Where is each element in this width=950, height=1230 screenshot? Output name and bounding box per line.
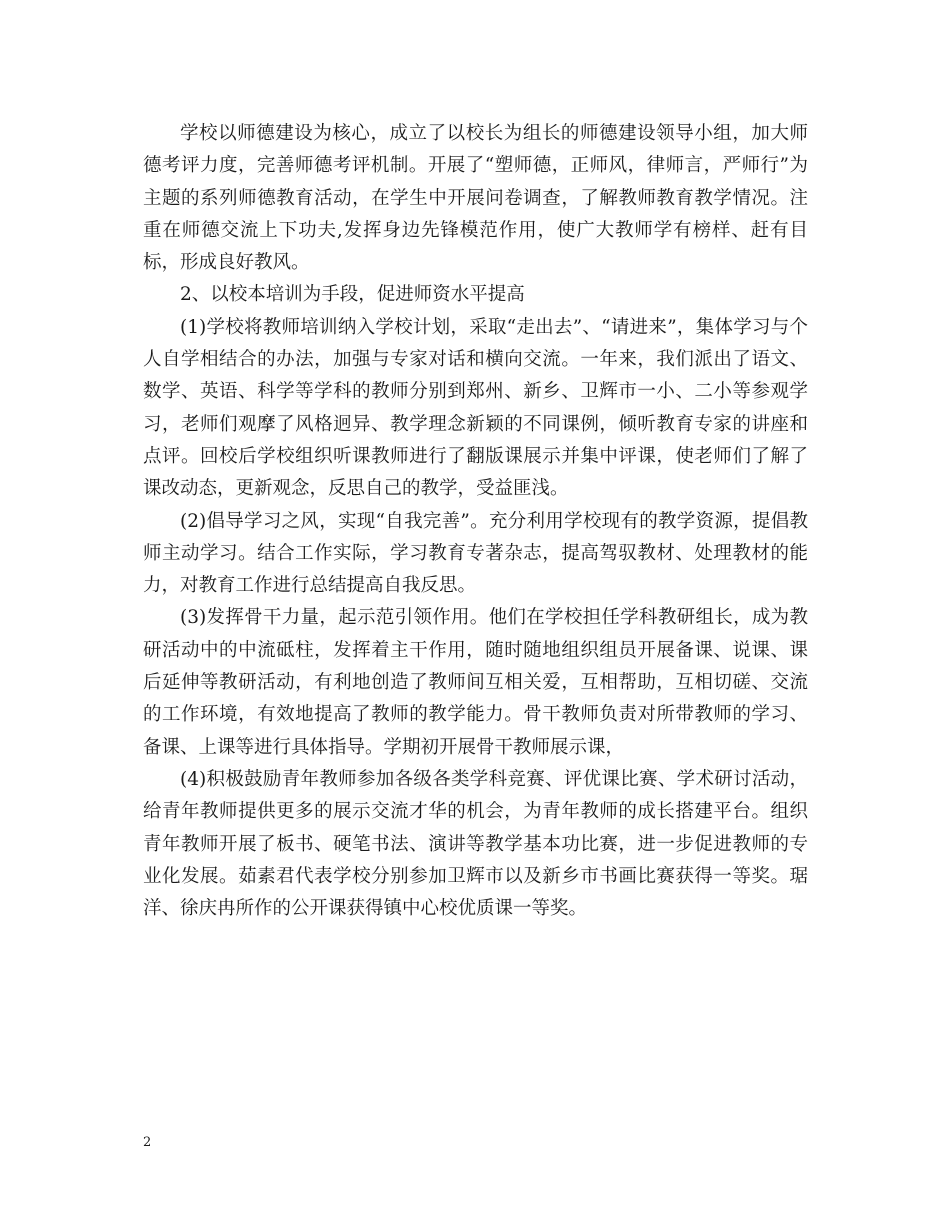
page-number: 2 (143, 1135, 152, 1150)
paragraph-item-1: (1)学校将教师培训纳入学校计划，采取“走出去”、“请进来”，集体学习与个人自学相结合的办法，加强与专家对话和横向交流。一年来，我们派出了语文、数学、英语、科学等学科的教师分别到郑州、新乡、卫辉市一小、二小等参观学习，老师们观摩了风格迥异、教学理念新颖的不同课例，倾听教育专家的讲座和点评。回校后学校组织听课教师进行了翻版课展示并集中评课，使老师们了解了课改动态，更新观念，反思自己的教学，受益匪浅。 (143, 316, 808, 500)
paragraph-item-4: (4)积极鼓励青年教师参加各级各类学科竞赛、评优课比赛、学术研讨活动，给青年教师提供更多的展示交流才华的机会，为青年教师的成长搭建平台。组织青年教师开展了板书、硬笔书法、演讲等教学基本功比赛，进一步促进教师的专业化发展。茹素君代表学校分别参加卫辉市以及新乡市书画比赛获得一等奖。琚洋、徐庆冉所作的公开课获得镇中心校优质课一等奖。 (143, 768, 808, 920)
paragraph-item-2: (2)倡导学习之风，实现“自我完善”。充分利用学校现有的教学资源，提倡教师主动学习。结合工作实际，学习教育专著杂志，提高驾驭教材、处理教材的能力，对教育工作进行总结提高自我反思。 (143, 510, 808, 597)
section-heading-school-training: 2、以校本培训为手段，促进师资水平提高 (180, 284, 525, 306)
document-body (143, 118, 808, 925)
paragraph-teacher-ethics: 学校以师德建设为核心，成立了以校长为组长的师德建设领导小组，加大师德考评力度，完善师德考评机制。开展了“塑师德，正师风，律师言，严师行”为主题的系列师德教育活动，在学生中开展问卷调查，了解教师教育教学情况。注重在师德交流上下功夫,发挥身边先锋模范作用，使广大教师学有榜样、赶有目标，形成良好教风。 (143, 123, 808, 274)
paragraph-item-3: (3)发挥骨干力量，起示范引领作用。他们在学校担任学科教研组长，成为教研活动中的中流砥柱，发挥着主干作用，随时随地组织组员开展备课、说课、课后延伸等教研活动，有利地创造了教师间互相关爱，互相帮助，互相切磋、交流的工作环境，有效地提高了教师的教学能力。骨干教师负责对所带教师的学习、备课、上课等进行具体指导。学期初开展骨干教师展示课， (143, 607, 808, 758)
